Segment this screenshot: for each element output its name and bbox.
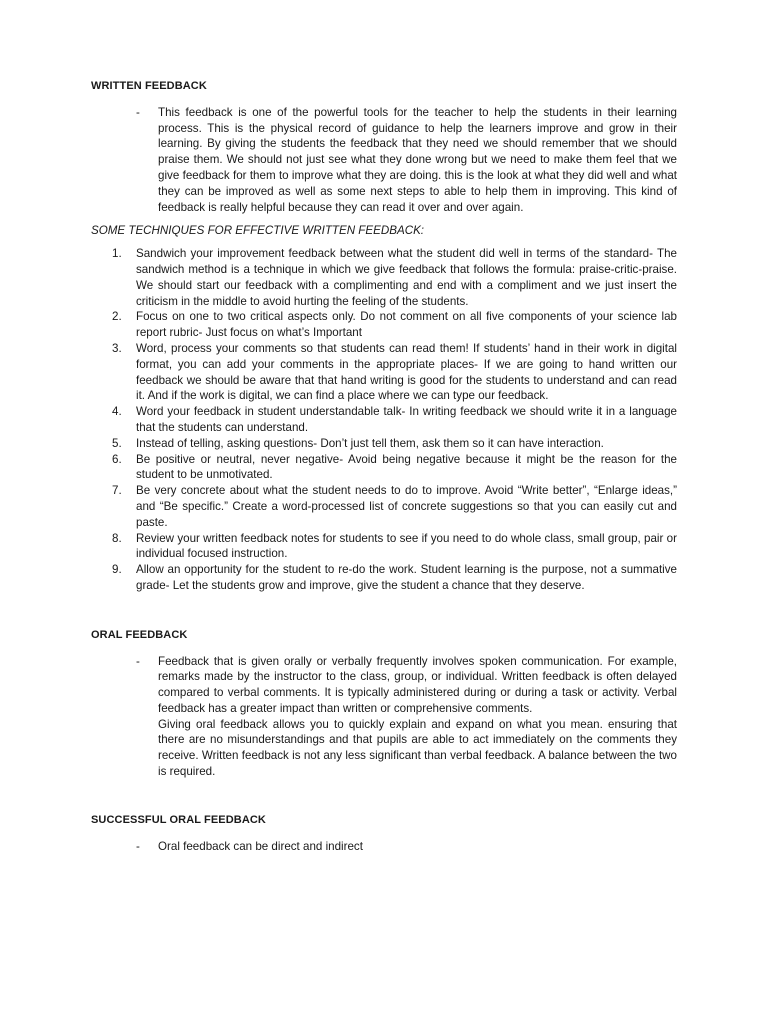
bullet-dash: - — [136, 105, 140, 119]
list-item-text: Instead of telling, asking questions- Don’t just tell them, ask them so it can have interaction. — [136, 436, 604, 450]
list-item-text: Word your feedback in student understandable talk- In writing feedback we should write it in a language that the students can understand. — [136, 405, 677, 434]
list-item-text: Review your written feedback notes for students to see if you need to do whole class, small group, pair or individual focused instruction. — [136, 531, 677, 561]
oral-feedback-heading: ORAL FEEDBACK — [91, 628, 188, 641]
oral-feedback-paragraph-1: Feedback that is given orally or verbally frequently involves spoken communication. For example, remarks made by the instructor to the class, group, or individual. Written feedback is often delayed compared to verbal comments. It is typically administered during or during a task or activity. Verbal feedback has a greater impact than written or comprehensive comments. — [158, 654, 677, 715]
list-item-number: 6. — [112, 452, 122, 466]
list-item-text: Sandwich your improvement feedback between what the student did well in terms of the standard- The sandwich method is a technique in which we give feedback that follows the formula: praise-critic-praise. We should start our feedback with a complimenting and end with a compliment and we just insert the criticism in the middle to avoid hurting the feeling of the students. — [136, 247, 677, 308]
list-item — [91, 341, 677, 404]
list-item-text: Focus on one to two critical aspects only. Do not comment on all five components of your science lab report rubric- Just focus on what’s Important — [136, 310, 677, 340]
list-item-number: 4. — [112, 405, 122, 419]
list-item-number: 9. — [112, 563, 122, 577]
list-item — [91, 531, 677, 563]
written-feedback-heading: WRITTEN FEEDBACK — [91, 80, 207, 92]
list-item — [91, 404, 677, 436]
techniques-heading: SOME TECHNIQUES FOR EFFECTIVE WRITTEN FEEDBACK: — [91, 224, 425, 238]
successful-oral-feedback-heading: SUCCESSFUL ORAL FEEDBACK — [91, 813, 266, 826]
list-item-number: 5. — [112, 436, 122, 450]
list-item — [91, 309, 677, 341]
list-item-number: 8. — [112, 531, 122, 545]
oral-feedback-bullet — [91, 654, 677, 780]
list-item-number: 2. — [112, 310, 122, 324]
oral-feedback-paragraph-2: Giving oral feedback allows you to quickly explain and expand on what you mean. ensuring that there are no misunderstandings and that pupils are able to act immediately on the comments they receive. Written feedback is not any less significant than verbal feedback. A balance between the two is required. — [158, 717, 677, 779]
successful-oral-feedback-text: Oral feedback can be direct and indirect — [158, 839, 363, 853]
list-item-text: Be positive or neutral, never negative- Avoid being negative because it might be the reason for the student to be unmotivated. — [136, 452, 677, 482]
list-item-text: Be very concrete about what the student needs to do to improve. Avoid “Write better”, “Enlarge ideas,” and “Be specific.” Create a word-processed list of concrete suggestions so that you can easily cut and paste. — [136, 484, 677, 529]
list-item — [91, 562, 677, 594]
list-item-number: 1. — [112, 247, 122, 261]
written-feedback-bullet — [91, 105, 677, 216]
successful-oral-feedback-bullet — [91, 839, 677, 855]
written-feedback-paragraph: This feedback is one of the powerful tools for the teacher to help the students in their learning process. This is the physical record of guidance to help the learners improve and grow in their learning. By giving the students the feedback that they need we should remember that we should praise them. We should not just see what they done wrong but we need to make them feel that we give feedback for them to improve what they are doing. this is the look at what they did well and what they can be improved as well as some next steps to able to help them in improving. This kind of feedback is really helpful because they can read it over and over again. — [158, 105, 677, 214]
document-page — [91, 79, 677, 854]
list-item — [91, 246, 677, 309]
list-item — [91, 483, 677, 530]
techniques-list — [91, 246, 677, 594]
list-item-number: 3. — [112, 341, 122, 355]
oral-feedback-text — [158, 654, 677, 780]
list-item-text: Allow an opportunity for the student to re-do the work. Student learning is the purpose, not a summative grade- Let the students grow and improve, give the student a chance that they deserve. — [136, 563, 677, 592]
bullet-dash: - — [136, 839, 140, 853]
list-item — [91, 452, 677, 484]
bullet-dash: - — [136, 654, 140, 668]
list-item-number: 7. — [112, 484, 122, 498]
list-item-text: Word, process your comments so that students can read them! If students’ hand in their work in digital format, you can add your comments in the appropriate places- If we are going to hand written our feedback we should be aware that that hand writing is good for the students to understand and can read it. And if the work is digital, we can find a place where we can type our feedback. — [136, 341, 677, 403]
list-item — [91, 436, 677, 452]
